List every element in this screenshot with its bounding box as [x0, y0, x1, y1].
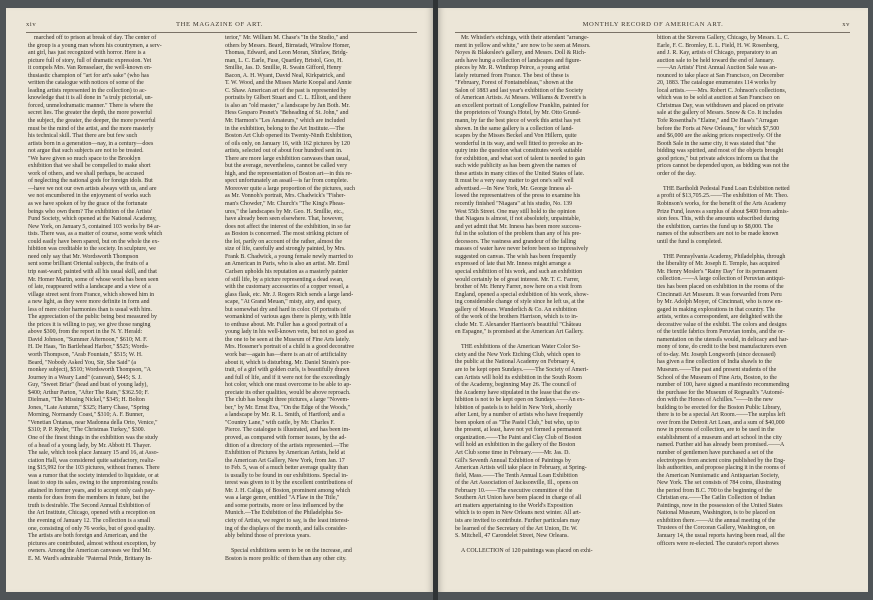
text-line: David Johnson, "Summer Afternoon," $610; M. F. [28, 336, 148, 343]
text-line: —have we not our own artists always with us, and are [28, 185, 157, 192]
text-line: E. M. Ward's admirable "Paternal Pride, Brittany In- [28, 555, 153, 562]
text-line: of late, reappeared with a landscape and a view of a [28, 284, 151, 291]
text-line: masses of water have never before been so impressively [455, 246, 589, 253]
text-line: young lady in his well-known vein, but not so good as [225, 329, 354, 336]
text-line: February 10.——The executive committee of the [455, 487, 573, 494]
text-line: the group is a young man whom his countrymen, a serv- [28, 42, 162, 49]
text-line: Fund Society, which opened at the National Academy, [28, 216, 157, 223]
text-line: School of the Museum of Fine Arts, Boston, to the [657, 374, 777, 381]
text-line: There are more large exhibition canvases than usual, [225, 155, 350, 162]
text-line: establishment of a museum and art school in the city [657, 434, 782, 441]
text-line: ties has been placed on exhibition in the rooms of the [657, 283, 784, 290]
text-line: hibition was creditable to the society. In sculpture, we [28, 246, 156, 253]
text-line: terest was given to it by the excellent contributions of [225, 480, 353, 487]
text-line: secret lies. The greater the depth, the more powerful [28, 110, 152, 117]
text-line: ciety of Artists, we regret to say, is the least interest- [225, 518, 350, 524]
text-line: need only say that Mr. Wordsworth Thompson [28, 253, 139, 260]
text-line: and $6,000 are the asking prices respectively. Of the [657, 133, 782, 140]
text-line: West 55th Street. One may still hold to the opinion [455, 208, 576, 215]
text-line: Carlsen upholds his reputation as a masterly painter [225, 268, 348, 275]
left-running-head [6, 21, 433, 30]
text-line: scapes by the Misses Beckel and Von Hillern, quite [455, 133, 577, 140]
text-line: It must be a very easy matter to get one's self well [455, 178, 574, 185]
text-line: Mrs. Hossmer's portrait of a child is a good decorative [225, 344, 355, 351]
text-line: collection.——A large collection of Peruvian antiqui- [657, 276, 785, 283]
text-line: size of life, carefully and strongly painted, by Mrs. [225, 246, 346, 253]
paragraph [455, 344, 644, 540]
text-line: forced, unmelodramatic manner." There is where the [28, 102, 153, 109]
text-line: hibition is not to be kept open on Sundays.——An ex- [455, 397, 585, 404]
text-line: the evening of January 12. The collection is a small [28, 518, 151, 524]
text-line: Cincinnati Art Museum. It was forwarded from Peru [657, 291, 782, 298]
text-line: there is to be a special Art Room.——The surplus left [657, 412, 786, 419]
text-line: ably behind those of previous years. [225, 533, 311, 540]
text-line: the Academy have stipulated in the lease that the ex- [455, 389, 580, 396]
text-line: others by Messrs. Beard, Birnstadt, Winslow Homer, [225, 42, 351, 49]
text-line: can Artists will hold its exhibition in the South Room [455, 374, 582, 381]
text-line: we not encumbered in the enjoyment of works such [28, 193, 151, 200]
text-line: beings who own them? The exhibition of the Artists' [28, 208, 153, 215]
text-line: the American Numismatic and Antiquarian Society, [657, 472, 780, 479]
left-running-title: THE MAGAZINE OF ART. [176, 21, 263, 28]
text-line: is also an "old master," a landscape by Jan Both. Mr. [225, 102, 350, 109]
text-line: the liberality of Mr. Joseph E. Temple, has acquired [657, 261, 780, 268]
text-line: the one to be seen at the Museum of Fine Arts lately. [225, 336, 350, 343]
left-head-rule [26, 32, 417, 33]
text-line: Earle, F. C. Bromley, E. L. Field, H. W. Rosenberg, [657, 42, 779, 49]
text-line: Southern Art Union have been placed in charge of all [455, 495, 582, 502]
text-line: nounced to take place at San Francisco, on December [657, 72, 785, 79]
text-line: tists. There was, as a matter of course, some work which [28, 231, 163, 238]
text-line: attained in former years, and to accept only cash pay- [28, 487, 155, 494]
text-line: "Country Lane," with cattle, by Mr. Charles F. [225, 419, 335, 426]
text-line: art matters appertaining to the World's Exposition [455, 502, 573, 509]
paragraph [28, 35, 217, 563]
text-line: ards have hung a collection of landscapes and figure- [455, 57, 582, 64]
right-column-2 [657, 35, 846, 548]
text-line: trip east-ward; painted with all his usual skill, and that [28, 268, 157, 275]
text-line: ment in yellow and white," are now to be seen at Messrs. [455, 42, 591, 49]
text-line: scape, "At Grand Meuan," misty, airy, and spacy, [225, 299, 342, 306]
text-line: portraits by Gilbert Stuart and C. L. Elliott, and there [225, 95, 351, 102]
text-line: New York. The set consists of 784 coins, illustrating [657, 480, 782, 487]
text-line: was a rumor that the society intended to liquidate, or at [28, 472, 159, 479]
text-line: "We have given so much space to the Brooklyn [28, 155, 141, 162]
text-line: as Boston is concerned. The most striking picture of [225, 231, 349, 238]
text-line: One of the finest things in the exhibition was the study [28, 434, 158, 441]
text-line: dition of a directory of the artists represented.—The [225, 442, 349, 449]
text-line: named. Further aid has already been promised.——A [657, 442, 785, 449]
left-page [6, 8, 433, 592]
paragraph [657, 35, 846, 178]
text-line: Booth Sale in the same city, it was stated that "the [657, 140, 776, 147]
right-running-head [438, 21, 868, 30]
text-line: in the exhibition, belong to the Art Institute.—The [225, 125, 345, 132]
text-line: the proprietors of Young's Hotel, by Mr. Otto Grund- [455, 110, 581, 117]
text-line: special exhibition of his work, and such an exhibition [455, 268, 583, 275]
text-line: bition at the Stevens Gallery, Chicago, by Messrs. L. C. [657, 35, 790, 41]
text-line: order of the day. [657, 170, 696, 177]
text-line: Mr. J. H. Caliga, of Boston, prominent among which [225, 487, 351, 494]
text-line: C. Shaw. American art of the past is represented by [225, 87, 347, 94]
text-line: lish authorities, and propose placing it in the rooms of [657, 465, 786, 472]
text-line: January 14, the usual reports having been read, all the [657, 533, 785, 539]
text-line: worth Thompson, "Arab Fountain," $515; W. H. [28, 351, 143, 358]
text-line: organization.——The Paint and Clay Club of Boston [455, 434, 582, 441]
text-line: The club has bought three pictures, a large "Novem- [225, 397, 350, 404]
paragraph [657, 186, 846, 246]
text-line: of oils only, on January 16, with 162 pictures by 120 [225, 140, 350, 147]
text-line: of still life, by a picture representing a dead swan, [225, 276, 344, 283]
text-line: H. De Haas, "In Bartlehead Harbor," $525; Words- [28, 344, 149, 351]
text-line: pieces by Mr. R. Winthrop Peirce, a young artist [455, 65, 570, 72]
text-line: ciety and the New York Etching Club, which open to [455, 351, 581, 358]
text-line: THE Pennsylvania Academy, Philadelphia, through [663, 253, 786, 260]
text-line: names of the subscribers are not to be made known [657, 231, 779, 238]
text-line: ——An Artists' First Annual Auction Sale was an- [657, 65, 777, 72]
paragraph [225, 548, 414, 563]
text-line: ments for dues from the members in future, but the [28, 495, 150, 502]
text-line: exhibition there.——At the annual meeting of the [657, 517, 776, 524]
text-line: brother of Mr. Henry Farrer, now here on a visit from [455, 284, 582, 291]
text-line: electrotypes from ancient coins published by the Eng- [657, 457, 786, 464]
text-line: the prices it is willing to pay, we give those ranging [28, 321, 151, 328]
text-line: the Art Institute, Chicago, opened with a reception on [28, 510, 156, 517]
right-column-1 [455, 35, 644, 556]
text-line: would certainly be of great interest. Mr. T. C. Farrer, [455, 276, 580, 283]
text-line: with the customary accessories of a copper vessel, a [225, 284, 349, 291]
paragraph [455, 548, 644, 556]
text-line: which was to be sold at auction at San Francisco on [657, 95, 780, 102]
text-line: gallery of Messrs. Wunderlich & Co. An exhibition [455, 306, 577, 313]
text-line: advertised.—In New York, Mr. George Inness al- [455, 185, 572, 192]
text-line: mann, by far the best piece of work this artist has yet [455, 118, 581, 125]
text-line: auction sale to be held toward the end of January. [657, 57, 775, 64]
text-line: Christian era.——The Catlin Collection of Indian [657, 495, 776, 502]
text-line: ures," the landscapes by Mr. Geo. H. Smillie, etc., [225, 208, 344, 215]
text-line: ber," by Mr. Ernst Eva, "On the Edge of the Woods," [225, 404, 351, 411]
right-page [438, 8, 868, 592]
text-line: will hold an exhibition in the gallery of the Boston [455, 442, 576, 449]
text-line: have already been seen elsewhere. That, however, [225, 216, 344, 223]
text-line: building to be erected for the Boston Public Library, [657, 404, 782, 411]
text-line: A COLLECTION of 120 paintings was placed on exhi- [461, 548, 593, 555]
text-line: gaged in making explorations in that country. The [657, 306, 776, 313]
text-line: exhibition that we shall be compelled to make short [28, 163, 151, 170]
text-line: Prize Fund, leaves a surplus of about $400 from admis- [657, 208, 789, 215]
text-line: ing of the displays of the month, and falls consider- [225, 525, 348, 532]
text-line: not argue that such subjects are not to be treated. [28, 148, 144, 155]
text-line: of the Academy, beginning May 26. The council of [455, 382, 577, 389]
text-line: man, L. C. Earle, Fuse, Quartley, Bristol, Goo, H. [225, 57, 343, 64]
text-line: en Espagne," is promised at the American Art Gallery. [455, 329, 584, 336]
left-folio: xiv [26, 21, 37, 28]
text-line: sent some brilliant Oriental subjects, the fruits of a [28, 261, 149, 268]
text-line: ant girl, has just recognized with horror. Here is a [28, 50, 146, 57]
text-line: pictures are contributed, almost without exception, by [28, 540, 156, 547]
text-line: of the textile fabrics from Peruvian tombs, and the or- [657, 329, 785, 336]
text-line: been spoken of as "The Pastel Club," but who, up to [455, 419, 579, 426]
text-line: trait, of a girl with golden curls, is beautifully drawn [225, 367, 350, 374]
text-line: high, and the representation of Boston art—in this re- [225, 170, 353, 177]
right-running-title: MONTHLY RECORD OF AMERICAN ART. [582, 21, 724, 28]
text-line: work bar—again has—there is an air of artificiality [225, 351, 347, 358]
text-line: be learned of the Secretary of the Art Union, Dr. W. [455, 525, 578, 532]
text-line: Morning, Normandy Coast," $310; A. F. Bunner, [28, 412, 145, 419]
text-line: spect unfortunately an assail—is far from complete. [225, 178, 349, 185]
text-line: and yet admit that Mr. Inness has been more success- [455, 223, 582, 230]
text-line: the exhibition, carries the fund up to $8,000. The [657, 223, 774, 230]
text-line: as Mr. Vonnoh's portrait, Mrs. Chadwick's "Fisher- [225, 193, 346, 200]
text-line: Mr. Homer Martin, some of whose work has been seen [28, 276, 159, 283]
text-line: wonderful in its way, and well fitted to provoke an in- [455, 140, 584, 147]
text-line: number of gentlemen have purchased a set of the [657, 449, 774, 456]
text-line: $400; Arthur Parton, "After The Rain," $362.50; F. [28, 389, 149, 396]
text-line: England, opened a special exhibition of his work, show- [455, 291, 589, 298]
text-line: Exhibition of Pictures by American Artists, held at [225, 450, 346, 457]
text-line: lowed the representatives of the press to examine his [455, 193, 581, 200]
text-line: Special exhibitions seem to be on the increase, and [231, 548, 352, 555]
text-line: THE Bartholdi Pedestal Fund Loan Exhibition netted [663, 185, 790, 192]
text-line: his technical skill. That there are but few such [28, 133, 138, 140]
text-line: work of others, and we shall perhaps, be accused [28, 170, 145, 177]
text-line: THE exhibitions of the American Water Color So- [461, 344, 581, 351]
text-line: marched off to prison at break of day. The center of [34, 35, 157, 41]
text-line: and J. R. Kay, artists of Chicago, preparatory to an [657, 50, 778, 57]
text-line: prices cannot be depended upon, as bidding was not the [657, 163, 790, 170]
text-line: namentation on the utensils would, in delicacy and har- [657, 336, 789, 343]
text-line: of to-day. Mr. Joseph Longworth (since deceased) [657, 351, 776, 358]
text-line: The artists are both foreign and American, and the [28, 533, 148, 540]
text-line: Mr. Whistler's etchings, with their attendant "arrange- [461, 35, 589, 41]
text-line: village street sent from France, which showed him in [28, 291, 155, 298]
text-line: ciation Hall, was considered quite satisfactory, realiz- [28, 457, 156, 464]
text-line: bidding was spirited, and most of the objects brought [657, 148, 784, 155]
text-line: artists, selected out of about four hundred sent in. [225, 148, 343, 155]
text-line: Beard, "Nobody Asked You, Sir, She Said" (a [28, 359, 137, 366]
text-line: and some portraits, more or less influenced by the [225, 502, 344, 509]
text-line: Hess Gesparo Pesnet's "Beheading of St. John," and [225, 110, 349, 117]
text-line: but somewhat dry and hard in color. Of portraits of [225, 306, 347, 313]
text-line: Robinson's works, for the benefit of the Arts Academy [657, 200, 787, 207]
text-line: The appreciation of the public being best measured by [28, 314, 157, 321]
text-line: knowledge that it is all done in "a truly pictorial, un- [28, 95, 153, 102]
text-line: Guy, "Sweet Briar" (head and bust of young lady), [28, 382, 148, 389]
text-line: leading artists represented in the collection) to ac- [28, 87, 147, 94]
text-line: number of 100, have signed a manifesto recommending [657, 382, 790, 389]
text-line: the purchase for the Museum of Regnault's "Automé- [657, 389, 784, 396]
text-line: to enthuse about. Mr. Fuller has a good portrait of a [225, 321, 348, 328]
text-line: decorative value of the exhibit. The colors and designs [657, 321, 787, 328]
text-line: recently finished "Niagara" at his studio, No. 139 [455, 201, 573, 208]
text-line: ists are invited to contribute. Further particulars may [455, 517, 580, 524]
text-line: "February, Forest of Fontainebleau," shown at the [455, 80, 574, 87]
text-line: least to stop its sales, owing to the unpromising results [28, 480, 158, 487]
text-line: local artists.——Mrs. Robert C. Johnson's collections, [657, 87, 787, 94]
text-line: Jones, "Late Autumn," $325; Harry Chase, "Spring [28, 404, 150, 411]
text-line: ful in the solution of the problem than any of his pre- [455, 231, 582, 238]
text-line: Moreover quite a large proportion of the pictures, such [225, 185, 355, 192]
text-line: for exhibition, and what sort of talent is needed to gain [455, 155, 586, 162]
text-line: ing considerable change of style since he left us, at the [455, 299, 585, 306]
text-line: of a head of a young lady, by Mr. Abbott H. Thayer. [28, 442, 152, 449]
text-line: glass flask, etc. Mr. J. Rogers Rich sends a large land- [225, 291, 354, 298]
text-line: is usually to be found in our exhibitions. Special in- [225, 472, 349, 479]
text-line: proved, as compared with former issues, by the ad- [225, 434, 347, 441]
text-line: of the work of the brothers Harrison, which is to in- [455, 314, 578, 321]
text-line: of the Art Association of Jacksonville, Ill., opens on [455, 480, 579, 487]
right-folio: xv [842, 21, 850, 28]
text-line: by Mr. Adolph Moyer, of Cincinnati, who is now en- [657, 299, 783, 306]
text-line: Thomas, Edward, and Leon Moran, Shirlaw, Bridg- [225, 50, 348, 57]
text-line: artists, writes a correspondent, are delighted with the [657, 314, 783, 321]
text-line: Journey in a Weary Land" (caravan), $445; S. J. [28, 374, 142, 381]
text-line: officers were re-elected. The curator's report shows [657, 540, 779, 547]
left-column-2 [225, 35, 414, 563]
text-line: quiry into the question what constitutes work suitable [455, 148, 583, 155]
text-line: Smillie, Jas. D. Smillie, R. Swain Gifford, Henry [225, 65, 342, 72]
text-line: a profit of $13,705.25.——The exhibition of Mr. Theo. [657, 193, 789, 200]
text-line: about it, which is disturbing. Mr. Daniel Strain's por- [225, 359, 351, 366]
text-line: don with the Horses of Achilles."——In the new [657, 397, 773, 404]
text-line: sion fees. This, with the amounts subscribed during [657, 216, 780, 223]
text-line: of American Artists. At Messrs. Williams & Everett's is [455, 95, 587, 102]
text-line: now in process of collection, are to be used in the [657, 427, 775, 434]
text-line: Pierce. The catalogue is illustrated, and has been im- [225, 427, 351, 434]
text-line: Art Club some time in February.——Mr. Jas. D. [455, 450, 570, 457]
text-line: thusiastic champion of "art for art's sake" (who has [28, 72, 150, 79]
text-line: after Lent, by a number of artists who have frequently [455, 412, 584, 419]
text-line: are to be kept open Sundays.——The Society of Ameri- [455, 367, 589, 374]
text-line: Trustees of the Corcoran Gallery, Washington, on [657, 525, 775, 532]
text-line: above $300, from the report in the N. Y. Herald: [28, 329, 143, 336]
text-line: $310; P. P. Ryder, "The Christmas Turkey," $300. [28, 427, 146, 434]
text-line: until the fund is completed. [657, 238, 723, 245]
text-line: Gill's Seventh Annual Exhibition of Paintings by [455, 457, 571, 464]
text-line: T. W. Wood, and the Misses Marie Koopal and Annie [225, 80, 352, 87]
text-line: mony of tone, do credit to the best manufacturers even [657, 344, 787, 351]
text-line: Frank B. Chadwick, a young female newly married to [225, 253, 353, 260]
left-column-1 [28, 35, 217, 563]
text-line: 20, 1883. The catalogue enumerates 114 works by [657, 80, 777, 87]
text-line: good prices," but private advices inform us that the [657, 155, 779, 162]
text-line: truth is desirable. The Second Annual Exhibition of [28, 502, 151, 509]
text-line: suggested on canvas. The wish has been frequently [455, 253, 577, 260]
text-line: an American in Paris, who is also an artist. Mr. Emil [225, 261, 350, 268]
text-line: a landscape by Mr. R. L. Smith, of Hartford; and a [225, 412, 345, 419]
text-line: it compels Mrs. Van Rensselaer, the well-known en- [28, 65, 152, 72]
text-line: "Venetian Üntanas, near Madonna della Orto, Venice," [28, 419, 158, 426]
text-line: Bacon, A. H. Wyant, David Neal, Kirkpatrick, and [225, 72, 345, 79]
text-line: which is to open in New Orleans next winter. All art- [455, 510, 581, 517]
text-line: National Museum, Washington, is to be placed on [657, 510, 776, 517]
text-line: Mr. Henry Mosler's "Rainy Day" for its permanent [657, 268, 778, 275]
text-line: the period from B.C. 700 to the beginning of the [657, 487, 772, 494]
text-line: preciate its other qualities, would be above reproach. [225, 389, 351, 396]
text-line: decessors. The vastness and grandeur of the falling [455, 238, 576, 245]
text-line: such wide publicity as has been given the names of [455, 163, 577, 170]
text-line: field, Mass.——The Tenth Annual Loan Exhibition [455, 472, 578, 479]
text-line: Munich.—The Exhibition of the Philadelphia So- [225, 510, 343, 517]
text-line: the public at the National Academy on February 4, [455, 359, 576, 366]
text-line: monkey subject), $510; Wordsworth Thompson, "A [28, 367, 151, 374]
text-line: to Feb. 5, was of a much better average quality than [225, 465, 348, 472]
text-line: must be the mind of the artist, and the more masterly [28, 125, 154, 132]
text-line: a new light, as they were more definite in form and [28, 299, 150, 306]
text-line: Mr. Harmon's "Les Amateurs," which are included [225, 118, 346, 125]
text-line: the lot, partly on account of the rather, almost the [225, 238, 342, 245]
text-line: picture full of story, full of dramatic expression. Yet [28, 57, 152, 64]
text-line: The sale, which took place January 15 and 16, at Asso- [28, 450, 159, 457]
text-line: these artists in many cities of the United States of late. [455, 170, 585, 177]
text-line: but the average, nevertheless, cannot be called very [225, 163, 348, 170]
text-line: Christmas Day, was withdrawn and placed on private [657, 102, 784, 109]
text-line: the present, at least, have not yet formed a permanent [455, 427, 582, 434]
right-head-rule [455, 32, 850, 33]
text-line: clude Mr. T. Alexander Harrison's beautiful "Château [455, 321, 582, 328]
text-line: Paintings, now in the possession of the United States [657, 502, 783, 509]
text-line: Museum.——The past and present students of the [657, 366, 777, 373]
text-line: the subject, the greater, the deeper, the more powerful [28, 118, 156, 125]
text-line: owners. Among the American canvases we find Mr. [28, 548, 151, 555]
text-line: less of mere color harmonies than is usual with him. [28, 306, 153, 313]
text-line: Tofe Rosenthal's "Elaine," and De Haas's "Arragan [657, 118, 778, 125]
text-line: written the catalogue with notices of some of the [28, 80, 144, 87]
paragraph [455, 35, 644, 337]
text-line: womankind of various ages there is plenty, with little [225, 314, 352, 321]
text-line: has given a fine collection of India shawls to the [657, 359, 772, 366]
text-line: expressed of late that Mr. Inness might arrange a [455, 261, 571, 268]
text-line: hot color, which one must overcome to be able to ap- [225, 382, 352, 389]
text-line: terior," Mr. William M. Chase's "In the Studio," and [225, 35, 349, 41]
text-line: New York, on January 5, contained 103 works by 84 ar- [28, 223, 161, 230]
text-line: lately returned from France. The best of these is [455, 72, 569, 79]
text-line: ing $15,992 for the 103 pictures, without frames. There [28, 465, 160, 472]
text-line: could easily have been spared, but on the whole the ex- [28, 238, 160, 245]
paragraph [225, 35, 414, 541]
text-line: the American Art Gallery, New York, from Jan. 17 [225, 457, 345, 464]
text-line: one, consisting of only 76 works, but of good quality. [28, 525, 155, 532]
paragraph [657, 254, 846, 548]
text-line: an excellent portrait of Longfellow Franklin, painted for [455, 102, 589, 109]
text-line: before the Forts at New Orleans," for which $7,500 [657, 125, 780, 132]
text-line: Boston Art Club opened its Twenty-Ninth Exhibition, [225, 133, 353, 140]
text-line: of neglecting the national gods for foreign idols. But [28, 178, 153, 185]
text-line: does not affect the interest of the exhibition, in so far [225, 223, 351, 230]
text-line: sale at the gallery of Messrs. Snow & Co. It includes [657, 110, 783, 117]
text-line: American Artists will take place in February, at Spring- [455, 465, 587, 472]
text-line: Dielman, "The Missing Nickel," $345; H. Bolton [28, 397, 145, 404]
text-line: shown. In the same gallery is a collection of land- [455, 125, 574, 132]
text-line: man's Chowder," Mr. Church's "The King's Pheas- [225, 201, 345, 208]
text-line: over from the Detroit Art Loan, and a sum of $40,000 [657, 419, 785, 426]
text-line: Salon of 1883 and last year's exhibition of the Society [455, 87, 584, 94]
text-line: as we have spoken of by the grace of the fortunate [28, 201, 148, 208]
text-line: Noyes & Blakeslee's gallery, and Messrs. Doll & Rich- [455, 50, 586, 57]
text-line: was a large genre, entitled "A Flaw in the Title," [225, 495, 340, 502]
text-line: S. Mitchell, 47 Carondelet Street, New Orleans. [455, 533, 569, 540]
text-line: Boston is more prolific of them than any other city. [225, 555, 347, 562]
text-line: artists born in a generation—nay, in a century—does [28, 140, 154, 147]
text-line: and full of life, and if it were not for the exceedingly [225, 374, 350, 381]
text-line: that Niagara is almost, if not absolutely, unpaintable, [455, 216, 581, 223]
text-line: hibition of pastels is to held in New York, shortly [455, 404, 572, 411]
